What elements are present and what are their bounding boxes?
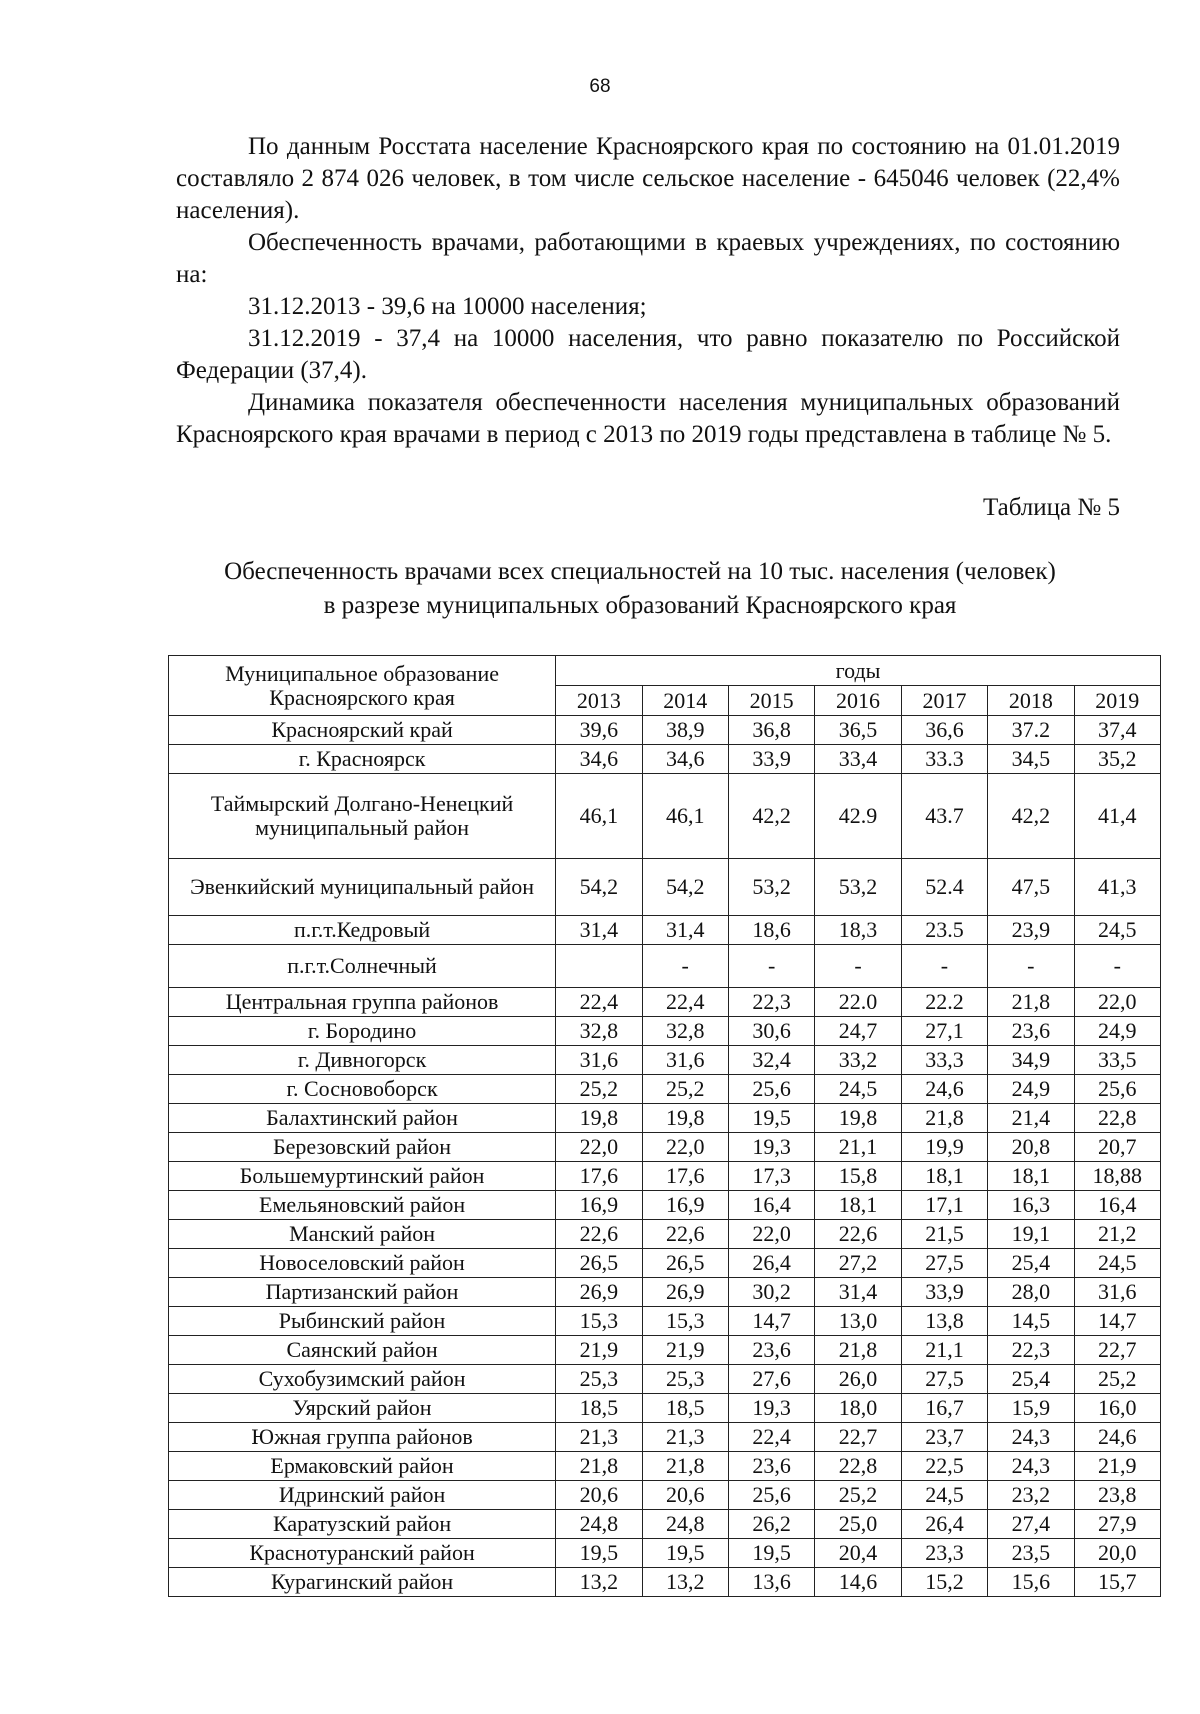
value-cell: - [1074,945,1160,988]
municipality-name: Ермаковский район [169,1452,556,1481]
paragraph-2019-value: 31.12.2019 - 37,4 на 10000 населения, что равно показателю по Российской Федерации (37,4). [176,325,1120,384]
table-row [169,1249,1161,1278]
value-cell: 22,0 [1074,988,1160,1017]
value-cell: 22,7 [815,1423,901,1452]
body-text [176,131,1120,451]
value-cell: 23,6 [728,1336,814,1365]
value-cell: 20,8 [988,1133,1074,1162]
value-cell: 21,8 [642,1452,728,1481]
value-cell: 27,6 [728,1365,814,1394]
value-cell: 24,8 [642,1510,728,1539]
value-cell: 24,5 [901,1481,987,1510]
table-row [169,988,1161,1017]
table-row [169,1278,1161,1307]
municipality-name: Таймырский Долгано-Ненецкий муниципальный район [169,774,556,859]
value-cell: 34,6 [556,745,642,774]
table-row [169,1220,1161,1249]
value-cell: 18,1 [815,1191,901,1220]
value-cell: 22,3 [988,1336,1074,1365]
value-cell: 24,9 [1074,1017,1160,1046]
header-year: 2013 [556,686,642,716]
value-cell: 18,6 [728,916,814,945]
value-cell [556,945,642,988]
value-cell: 15,9 [988,1394,1074,1423]
value-cell: 14,7 [1074,1307,1160,1336]
table-title-line-2: в разрезе муниципальных образований Красноярского края [323,592,957,619]
value-cell: 23,5 [988,1539,1074,1568]
value-cell: 38,9 [642,716,728,745]
value-cell: 13,6 [728,1568,814,1597]
value-cell: 25,3 [642,1365,728,1394]
value-cell: 19,1 [988,1220,1074,1249]
table-row [169,1481,1161,1510]
value-cell: 14,7 [728,1307,814,1336]
value-cell: 20,0 [1074,1539,1160,1568]
value-cell: 21,8 [901,1104,987,1133]
value-cell: 14,6 [815,1568,901,1597]
value-cell: 23,7 [901,1423,987,1452]
table-row [169,1046,1161,1075]
value-cell: 35,2 [1074,745,1160,774]
value-cell: 36,6 [901,716,987,745]
value-cell: 27,5 [901,1249,987,1278]
table-row [169,774,1161,859]
value-cell: 17,1 [901,1191,987,1220]
value-cell: 16,9 [642,1191,728,1220]
value-cell: 24,5 [1074,916,1160,945]
value-cell: 16,7 [901,1394,987,1423]
value-cell: 14,5 [988,1307,1074,1336]
value-cell: 19,3 [728,1133,814,1162]
value-cell: 21,8 [988,988,1074,1017]
value-cell: 25,6 [728,1481,814,1510]
municipality-name: Рыбинский район [169,1307,556,1336]
table-row [169,1423,1161,1452]
value-cell: 33.3 [901,745,987,774]
table-row [169,859,1161,916]
value-cell: 21,3 [556,1423,642,1452]
value-cell: 21,2 [1074,1220,1160,1249]
value-cell: 26,4 [728,1249,814,1278]
value-cell: 31,4 [815,1278,901,1307]
value-cell: 19,9 [901,1133,987,1162]
municipality-name: г. Дивногорск [169,1046,556,1075]
value-cell: 42,2 [988,774,1074,859]
value-cell: 18,1 [988,1162,1074,1191]
municipality-name: Емельяновский район [169,1191,556,1220]
value-cell: 25,2 [556,1075,642,1104]
value-cell: 16,4 [1074,1191,1160,1220]
table-row [169,1452,1161,1481]
header-year: 2016 [815,686,901,716]
value-cell: 23,6 [728,1452,814,1481]
municipality-name: Каратузский район [169,1510,556,1539]
value-cell: - [728,945,814,988]
value-cell: 22,4 [642,988,728,1017]
value-cell: 15,3 [642,1307,728,1336]
header-municipality-line-2: Красноярского края [269,684,455,710]
value-cell: 24,6 [901,1075,987,1104]
value-cell: 24,6 [1074,1423,1160,1452]
value-cell: 24,8 [556,1510,642,1539]
table-row [169,1568,1161,1597]
value-cell: 24,3 [988,1452,1074,1481]
header-year: 2018 [988,686,1074,716]
value-cell: 24,7 [815,1017,901,1046]
value-cell: 21,9 [642,1336,728,1365]
municipality-name: Курагинский район [169,1568,556,1597]
value-cell: 17,6 [642,1162,728,1191]
value-cell: 22,7 [1074,1336,1160,1365]
municipality-name: п.г.т.Кедровый [169,916,556,945]
table-row [169,1017,1161,1046]
page-number: 68 [589,76,611,97]
header-years: годы [556,656,1161,686]
municipality-name: Партизанский район [169,1278,556,1307]
table-row [169,1075,1161,1104]
municipality-name: п.г.т.Солнечный [169,945,556,988]
value-cell: 18,88 [1074,1162,1160,1191]
value-cell: 47,5 [988,859,1074,916]
value-cell: 24,9 [988,1075,1074,1104]
table-row [169,1133,1161,1162]
value-cell: 22,4 [728,1423,814,1452]
municipality-name: Краснотуранский район [169,1539,556,1568]
table-label: Таблица № 5 [982,494,1120,521]
value-cell: 13,0 [815,1307,901,1336]
value-cell: 13,2 [556,1568,642,1597]
value-cell: 24,5 [1074,1249,1160,1278]
value-cell: 33,3 [901,1046,987,1075]
value-cell: 22,0 [556,1133,642,1162]
value-cell: 26,5 [556,1249,642,1278]
value-cell: 27,2 [815,1249,901,1278]
header-year: 2017 [901,686,987,716]
value-cell: 20,6 [642,1481,728,1510]
value-cell: 16,9 [556,1191,642,1220]
value-cell: 22.2 [901,988,987,1017]
value-cell: 34,9 [988,1046,1074,1075]
value-cell: 23,9 [988,916,1074,945]
value-cell: 31,6 [556,1046,642,1075]
value-cell: 16,0 [1074,1394,1160,1423]
value-cell: 22,3 [728,988,814,1017]
value-cell: 46,1 [556,774,642,859]
value-cell: 36,8 [728,716,814,745]
header-year: 2014 [642,686,728,716]
value-cell: 21,4 [988,1104,1074,1133]
value-cell: 54,2 [642,859,728,916]
value-cell: 54,2 [556,859,642,916]
value-cell: 33,4 [815,745,901,774]
value-cell: 19,8 [642,1104,728,1133]
value-cell: 18,0 [815,1394,901,1423]
value-cell: 25,4 [988,1249,1074,1278]
value-cell: 15,2 [901,1568,987,1597]
value-cell: 20,6 [556,1481,642,1510]
value-cell: 41,4 [1074,774,1160,859]
table-row [169,716,1161,745]
value-cell: 19,5 [728,1104,814,1133]
value-cell: 52.4 [901,859,987,916]
value-cell: 22,6 [556,1220,642,1249]
value-cell: 53,2 [728,859,814,916]
value-cell: 21,3 [642,1423,728,1452]
value-cell: 22,5 [901,1452,987,1481]
value-cell: 32,4 [728,1046,814,1075]
value-cell: 34,5 [988,745,1074,774]
value-cell: 20,7 [1074,1133,1160,1162]
value-cell: 30,6 [728,1017,814,1046]
value-cell: 31,6 [642,1046,728,1075]
table-row [169,1307,1161,1336]
value-cell: 15,6 [988,1568,1074,1597]
value-cell: 21,8 [556,1452,642,1481]
header-year: 2015 [728,686,814,716]
paragraph-provision: Обеспеченность врачами, работающими в краевых учреждениях, по состоянию на: [176,229,1120,288]
value-cell: 15,8 [815,1162,901,1191]
value-cell: 17,6 [556,1162,642,1191]
value-cell: 23,8 [1074,1481,1160,1510]
municipality-name: г. Сосновоборск [169,1075,556,1104]
value-cell: 26,5 [642,1249,728,1278]
value-cell: 13,2 [642,1568,728,1597]
table-row [169,916,1161,945]
value-cell: 26,4 [901,1510,987,1539]
value-cell: 19,3 [728,1394,814,1423]
value-cell: 26,9 [556,1278,642,1307]
value-cell: 46,1 [642,774,728,859]
value-cell: 13,8 [901,1307,987,1336]
value-cell: 18,5 [642,1394,728,1423]
value-cell: 41,3 [1074,859,1160,916]
value-cell: 26,0 [815,1365,901,1394]
municipality-name: Центральная группа районов [169,988,556,1017]
value-cell: 33,9 [728,745,814,774]
municipality-name: Сухобузимский район [169,1365,556,1394]
value-cell: 21,1 [815,1133,901,1162]
table-row [169,945,1161,988]
value-cell: 31,4 [642,916,728,945]
value-cell: 31,4 [556,916,642,945]
table-row [169,1162,1161,1191]
value-cell: 31,6 [1074,1278,1160,1307]
value-cell: 28,0 [988,1278,1074,1307]
value-cell: 37,4 [1074,716,1160,745]
table-row [169,1365,1161,1394]
value-cell: 21,5 [901,1220,987,1249]
municipality-name: Манский район [169,1220,556,1249]
value-cell: 19,8 [556,1104,642,1133]
value-cell: 37.2 [988,716,1074,745]
value-cell: 43.7 [901,774,987,859]
value-cell: 19,5 [556,1539,642,1568]
paragraph-population: По данным Росстата население Красноярского края по состоянию на 01.01.2019 составляло 2 874 026 человек, в том числе сельское население - 645046 человек (22,4% населения). [176,133,1120,224]
value-cell: 23,2 [988,1481,1074,1510]
header-year: 2019 [1074,686,1160,716]
value-cell: 27,4 [988,1510,1074,1539]
value-cell: 27,5 [901,1365,987,1394]
value-cell: 30,2 [728,1278,814,1307]
header-municipality [169,656,556,716]
value-cell: 22,8 [815,1452,901,1481]
value-cell: 21,1 [901,1336,987,1365]
value-cell: 20,4 [815,1539,901,1568]
table-title-line-1: Обеспеченность врачами всех специальностей на 10 тыс. населения (человек) [224,558,1056,585]
value-cell: 18,5 [556,1394,642,1423]
header-municipality-line-1: Муниципальное образование [225,660,499,686]
value-cell: 25,4 [988,1365,1074,1394]
table-row [169,1394,1161,1423]
value-cell: 27,1 [901,1017,987,1046]
value-cell: 24,3 [988,1423,1074,1452]
value-cell: 34,6 [642,745,728,774]
municipality-name: Эвенкийский муниципальный район [169,859,556,916]
value-cell: 33,9 [901,1278,987,1307]
value-cell: 32,8 [642,1017,728,1046]
value-cell: 22,4 [556,988,642,1017]
value-cell: 25,2 [815,1481,901,1510]
value-cell: 19,5 [728,1539,814,1568]
table-row [169,745,1161,774]
municipality-name: Красноярский край [169,716,556,745]
value-cell: 23,6 [988,1017,1074,1046]
value-cell: 22,0 [642,1133,728,1162]
value-cell: 26,2 [728,1510,814,1539]
value-cell: 23,3 [901,1539,987,1568]
value-cell: 25,3 [556,1365,642,1394]
value-cell: 33,5 [1074,1046,1160,1075]
value-cell: 21,8 [815,1336,901,1365]
table-row [169,1539,1161,1568]
value-cell: 22.0 [815,988,901,1017]
municipality-name: Южная группа районов [169,1423,556,1452]
value-cell: 21,9 [1074,1452,1160,1481]
value-cell: 42,2 [728,774,814,859]
value-cell: 15,7 [1074,1568,1160,1597]
table-row [169,1104,1161,1133]
value-cell: 32,8 [556,1017,642,1046]
value-cell: 42.9 [815,774,901,859]
table-row [169,1191,1161,1220]
value-cell: 15,3 [556,1307,642,1336]
value-cell: 33,2 [815,1046,901,1075]
table-header-row [169,656,1161,686]
value-cell: 25,2 [1074,1365,1160,1394]
municipality-name: Новоселовский район [169,1249,556,1278]
value-cell: - [988,945,1074,988]
municipality-name: г. Красноярск [169,745,556,774]
value-cell: 16,3 [988,1191,1074,1220]
municipality-name: Уярский район [169,1394,556,1423]
municipality-name: Идринский район [169,1481,556,1510]
paragraph-dynamics: Динамика показателя обеспеченности населения муниципальных образований Красноярского края врачами в период с 2013 по 2019 годы представлена в таблице № 5. [176,389,1120,448]
table-body [169,716,1161,1597]
value-cell: 53,2 [815,859,901,916]
municipality-name: Саянский район [169,1336,556,1365]
value-cell: - [901,945,987,988]
municipality-name: г. Бородино [169,1017,556,1046]
value-cell: 21,9 [556,1336,642,1365]
municipality-name: Балахтинский район [169,1104,556,1133]
value-cell: - [815,945,901,988]
value-cell: 25,2 [642,1075,728,1104]
table-row [169,1336,1161,1365]
value-cell: 39,6 [556,716,642,745]
value-cell: 19,8 [815,1104,901,1133]
table-row [169,1510,1161,1539]
value-cell: 25,6 [1074,1075,1160,1104]
municipality-name: Березовский район [169,1133,556,1162]
value-cell: 16,4 [728,1191,814,1220]
value-cell: 22,8 [1074,1104,1160,1133]
physicians-table [168,655,1161,1597]
value-cell: 25,6 [728,1075,814,1104]
table-title [150,555,1130,623]
value-cell: 36,5 [815,716,901,745]
paragraph-2013-value: 31.12.2013 - 39,6 на 10000 населения; [248,293,647,320]
value-cell: - [642,945,728,988]
value-cell: 23.5 [901,916,987,945]
value-cell: 22,0 [728,1220,814,1249]
value-cell: 18,1 [901,1162,987,1191]
value-cell: 25,0 [815,1510,901,1539]
value-cell: 26,9 [642,1278,728,1307]
value-cell: 22,6 [815,1220,901,1249]
value-cell: 18,3 [815,916,901,945]
value-cell: 27,9 [1074,1510,1160,1539]
value-cell: 24,5 [815,1075,901,1104]
value-cell: 17,3 [728,1162,814,1191]
value-cell: 22,6 [642,1220,728,1249]
municipality-name: Большемуртинский район [169,1162,556,1191]
value-cell: 19,5 [642,1539,728,1568]
